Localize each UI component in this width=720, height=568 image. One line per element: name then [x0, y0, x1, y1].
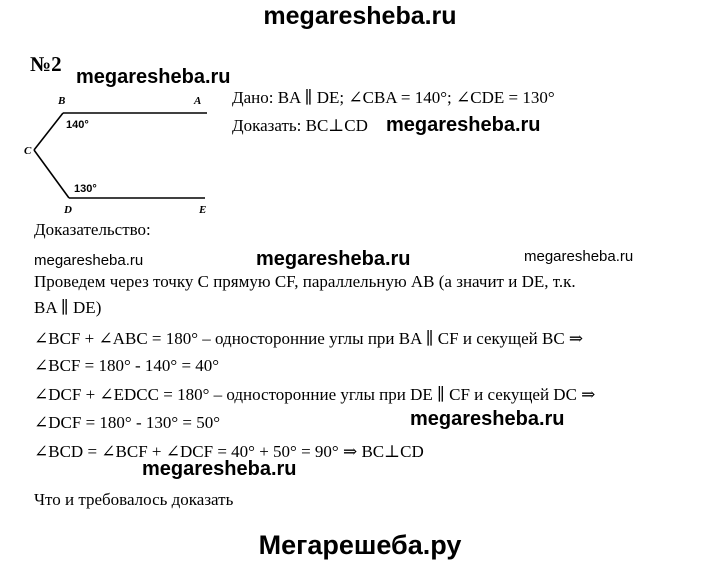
watermark-inline: megaresheba.ru [76, 66, 231, 88]
given-text: Дано: BA ∥ DE; ∠CBA = 140°; ∠CDE = 130° [232, 88, 555, 107]
proof-conclusion: Что и требовалось доказать [34, 490, 234, 509]
proof-line-6: ∠DCF = 180° - 130° = 50° [34, 413, 221, 432]
proof-line-2: BA ∥ DE) [34, 298, 102, 317]
point-d-label: D [64, 204, 72, 216]
proof-line-3: ∠BCF + ∠ABC = 180° – односторонние углы при BA ∥ CF и секущей BC ⇒ [34, 329, 584, 348]
watermark-small: megaresheba.ru [34, 252, 144, 269]
point-b-label: B [58, 95, 66, 107]
point-c-label: C [24, 145, 32, 157]
geometry-figure [22, 86, 222, 221]
proof-line-7: ∠BCD = ∠BCF + ∠DCF = 40° + 50° = 90° ⇒ BC⊥CD [34, 442, 424, 461]
watermark-bottom: Мегарешеба.ру [258, 530, 462, 560]
problem-number: №2 [30, 52, 62, 76]
point-e-label: E [199, 204, 207, 216]
watermark-inline: megaresheba.ru [256, 248, 411, 270]
watermark-top: megaresheba.ru [263, 2, 457, 30]
segment-bc [34, 113, 63, 150]
proof-line-1: Проведем через точку C прямую CF, параллельную AB (а значит и DE, т.к. [34, 272, 576, 291]
angle-b-label: 140° [66, 119, 89, 131]
angle-d-label: 130° [74, 183, 97, 195]
segment-cd [34, 150, 69, 198]
watermark-small: megaresheba.ru [524, 248, 634, 265]
watermark-inline: megaresheba.ru [142, 458, 297, 480]
prove-text: Доказать: BC⊥CD [232, 116, 368, 135]
proof-title: Доказательство: [34, 220, 151, 239]
proof-line-4: ∠BCF = 180° - 140° = 40° [34, 356, 220, 375]
watermark-inline: megaresheba.ru [410, 408, 565, 430]
proof-line-5: ∠DCF + ∠EDCC = 180° – односторонние углы при DE ∥ CF и секущей DC ⇒ [34, 385, 596, 404]
watermark-inline: megaresheba.ru [386, 114, 541, 136]
point-a-label: A [194, 95, 202, 107]
